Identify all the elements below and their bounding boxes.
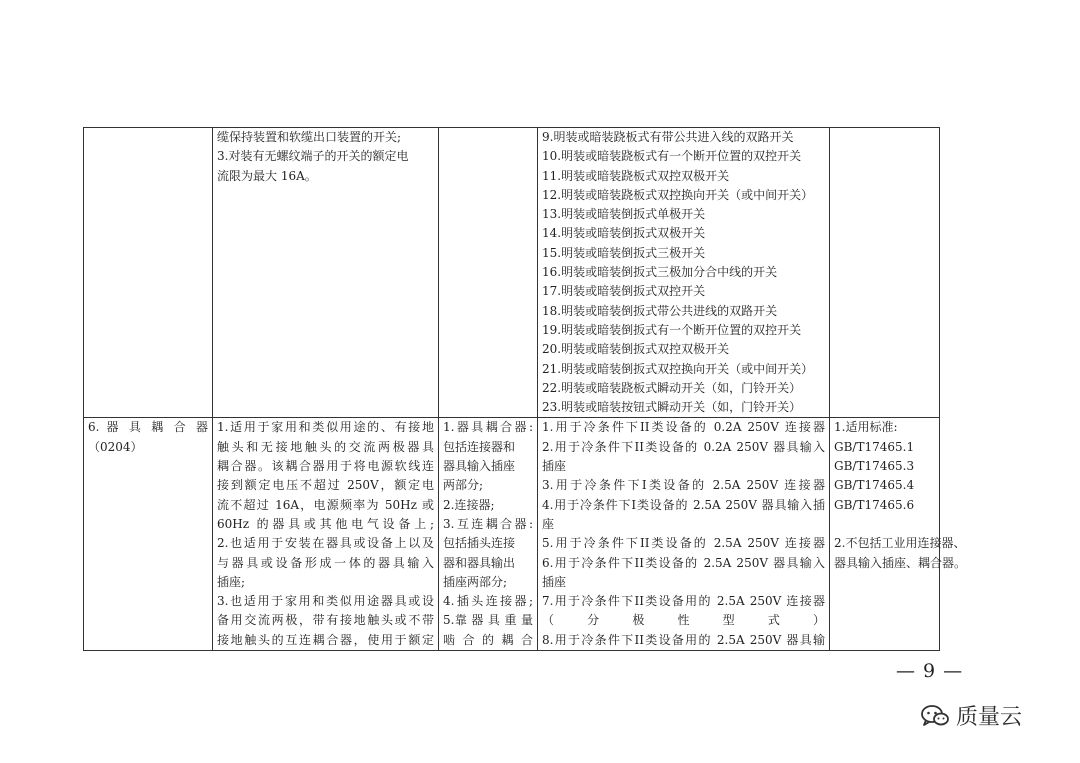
- scope-cell: [213, 128, 439, 418]
- cell-text-line: 插座;: [217, 574, 246, 589]
- cell-text-line: 1.适用标准:: [834, 420, 898, 435]
- cell-text-line: GB/T17465.1: [834, 439, 915, 454]
- watermark-text: 质量云: [956, 705, 1023, 730]
- cell-text-line: 13.明装或暗装倒扳式单极开关: [542, 207, 706, 222]
- cell-text-line: 与器具或设备形成一体的器具输入: [217, 555, 434, 570]
- cell-text-line: 3.对装有无螺纹端子的开关的额定电: [217, 149, 409, 164]
- product-units-cell: [538, 418, 830, 651]
- cell-text-line: 插座: [542, 574, 567, 589]
- cell-text-line: 触头和无接地触头的交流两极器具: [217, 439, 434, 454]
- cell-text-line: 插座: [542, 459, 567, 474]
- cell-text-line: 4.插头连接器;: [443, 594, 533, 609]
- notes-cell: [830, 128, 940, 418]
- cell-text-line: 2.用于冷条件下II类设备的 0.2A 250V 器具输入: [542, 439, 825, 454]
- cell-text-line: 22.明装或暗装跷板式瞬动开关（如，门铃开关）: [542, 380, 802, 395]
- cell-text-line: 啮 合 的 耦 合: [443, 632, 533, 647]
- page-number: — 9 —: [896, 660, 964, 682]
- cell-text-line: 7.用于冷条件下II类设备用的 2.5A 250V 连接器: [542, 594, 825, 609]
- category-cell: [439, 128, 538, 418]
- cell-text-line: 包括连接器和: [443, 439, 516, 454]
- cell-text-line: 18.明装或暗装倒扳式带公共进线的双路开关: [542, 303, 778, 318]
- cell-text-line: 3.也适用于家用和类似用途器具或设: [217, 594, 434, 609]
- cell-text-line: 8.用于冷条件下II类设备用的 2.5A 250V 器具输: [542, 632, 825, 647]
- cell-text-line: 缆保持装置和软缆出口装置的开关;: [217, 130, 402, 144]
- cell-text-line: 接地触头的互连耦合器，使用于额定: [217, 632, 434, 647]
- cell-text-line: 座: [542, 516, 555, 531]
- table-row: [84, 128, 940, 418]
- cell-text-line: （0204）: [88, 439, 143, 454]
- cell-text-line: 4.用于冷条件下I类设备的 2.5A 250V 器具输入插: [542, 497, 825, 512]
- cell-text-line: 2.也适用于安装在器具或设备上以及: [217, 536, 434, 551]
- cell-text-line: GB/T17465.4: [834, 478, 915, 493]
- cell-text-line: 器具输入插座、耦合器。: [834, 555, 967, 570]
- cell-text-line: 6. 器 具 耦 合 器: [88, 420, 208, 435]
- cell-text-line: 2.不包括工业用连接器、: [834, 536, 966, 551]
- cell-text-line: 16.明装或暗装倒扳式三极加分合中线的开关: [542, 265, 778, 280]
- table-row: [84, 418, 940, 651]
- cell-text-line: 11.明装或暗装跷板式双控双极开关: [542, 168, 730, 183]
- standards-table: [83, 127, 967, 651]
- cell-text-line: 备用交流两极，带有接地触头或不带: [217, 613, 434, 628]
- cell-text-line: 两部分;: [443, 478, 484, 493]
- cell-text-line: 插座两部分;: [443, 574, 508, 589]
- cell-text-line: 接到额定电压不超过 250V，额定电: [217, 478, 434, 493]
- cell-text-line: 60Hz 的器具或其他电气设备上;: [217, 516, 434, 531]
- cell-text-line: 20.明装或暗装倒扳式双控双极开关: [542, 342, 730, 357]
- product-name-cell: [84, 128, 213, 418]
- cell-text-line: 2.连接器;: [443, 497, 495, 512]
- cell-text-line: （分极性型式）: [542, 613, 825, 628]
- cell-text-line: 15.明装或暗装倒扳式三极开关: [542, 245, 706, 260]
- product-name-cell: [84, 418, 213, 651]
- cell-text-line: 5.靠 器 具 重 量: [443, 613, 533, 628]
- cell-text-line: 包括插头连接: [443, 536, 516, 551]
- watermark: [920, 700, 1022, 731]
- cell-text-line: 1.适用于家用和类似用途的、有接地: [217, 420, 434, 435]
- product-units-cell: [538, 128, 830, 418]
- cell-text-line: 5.用于冷条件下II类设备的 2.5A 250V 连接器: [542, 536, 825, 551]
- cell-text-line: 流不超过 16A，电源频率为 50Hz 或: [217, 497, 434, 512]
- cell-text-line: GB/T17465.3: [834, 459, 915, 474]
- cell-text-line: 器具输入插座: [443, 459, 516, 474]
- category-cell: [439, 418, 538, 651]
- cell-text-line: [834, 515, 935, 534]
- cell-text-line: 6.用于冷条件下II类设备的 2.5A 250V 器具输入: [542, 555, 825, 570]
- cell-text-line: 17.明装或暗装倒扳式双控开关: [542, 284, 706, 299]
- scope-cell: [213, 418, 439, 651]
- cell-text-line: 21.明装或暗装倒扳式双控换向开关（或中间开关）: [542, 361, 814, 376]
- cell-text-line: GB/T17465.6: [834, 497, 915, 512]
- cell-text-line: 19.明装或暗装倒扳式有一个断开位置的双控开关: [542, 322, 802, 337]
- wechat-icon: [920, 703, 950, 729]
- cell-text-line: 1.器具耦合器:: [443, 420, 533, 435]
- notes-cell: [830, 418, 967, 651]
- cell-text-line: 12.明装或暗装跷板式双控换向开关（或中间开关）: [542, 187, 814, 202]
- cell-text-line: 器和器具输出: [443, 555, 516, 570]
- cell-text-line: 14.明装或暗装倒扳式双极开关: [542, 226, 706, 241]
- cell-text-line: 9.明装或暗装跷板式有带公共进入线的双路开关: [542, 130, 794, 144]
- cell-text-line: 23.明装或暗装按钮式瞬动开关（如，门铃开关）: [542, 400, 802, 415]
- cell-text-line: 耦合器。该耦合器用于将电源软线连: [217, 459, 434, 474]
- cell-text-line: 流限为最大 16A。: [217, 168, 317, 183]
- cell-text-line: 10.明装或暗装跷板式有一个断开位置的双控开关: [542, 149, 802, 164]
- cell-text-line: 3.用于冷条件下I类设备的 2.5A 250V 连接器: [542, 478, 825, 493]
- cell-text-line: 3.互连耦合器:: [443, 516, 533, 531]
- cell-text-line: 1.用于冷条件下II类设备的 0.2A 250V 连接器: [542, 420, 825, 435]
